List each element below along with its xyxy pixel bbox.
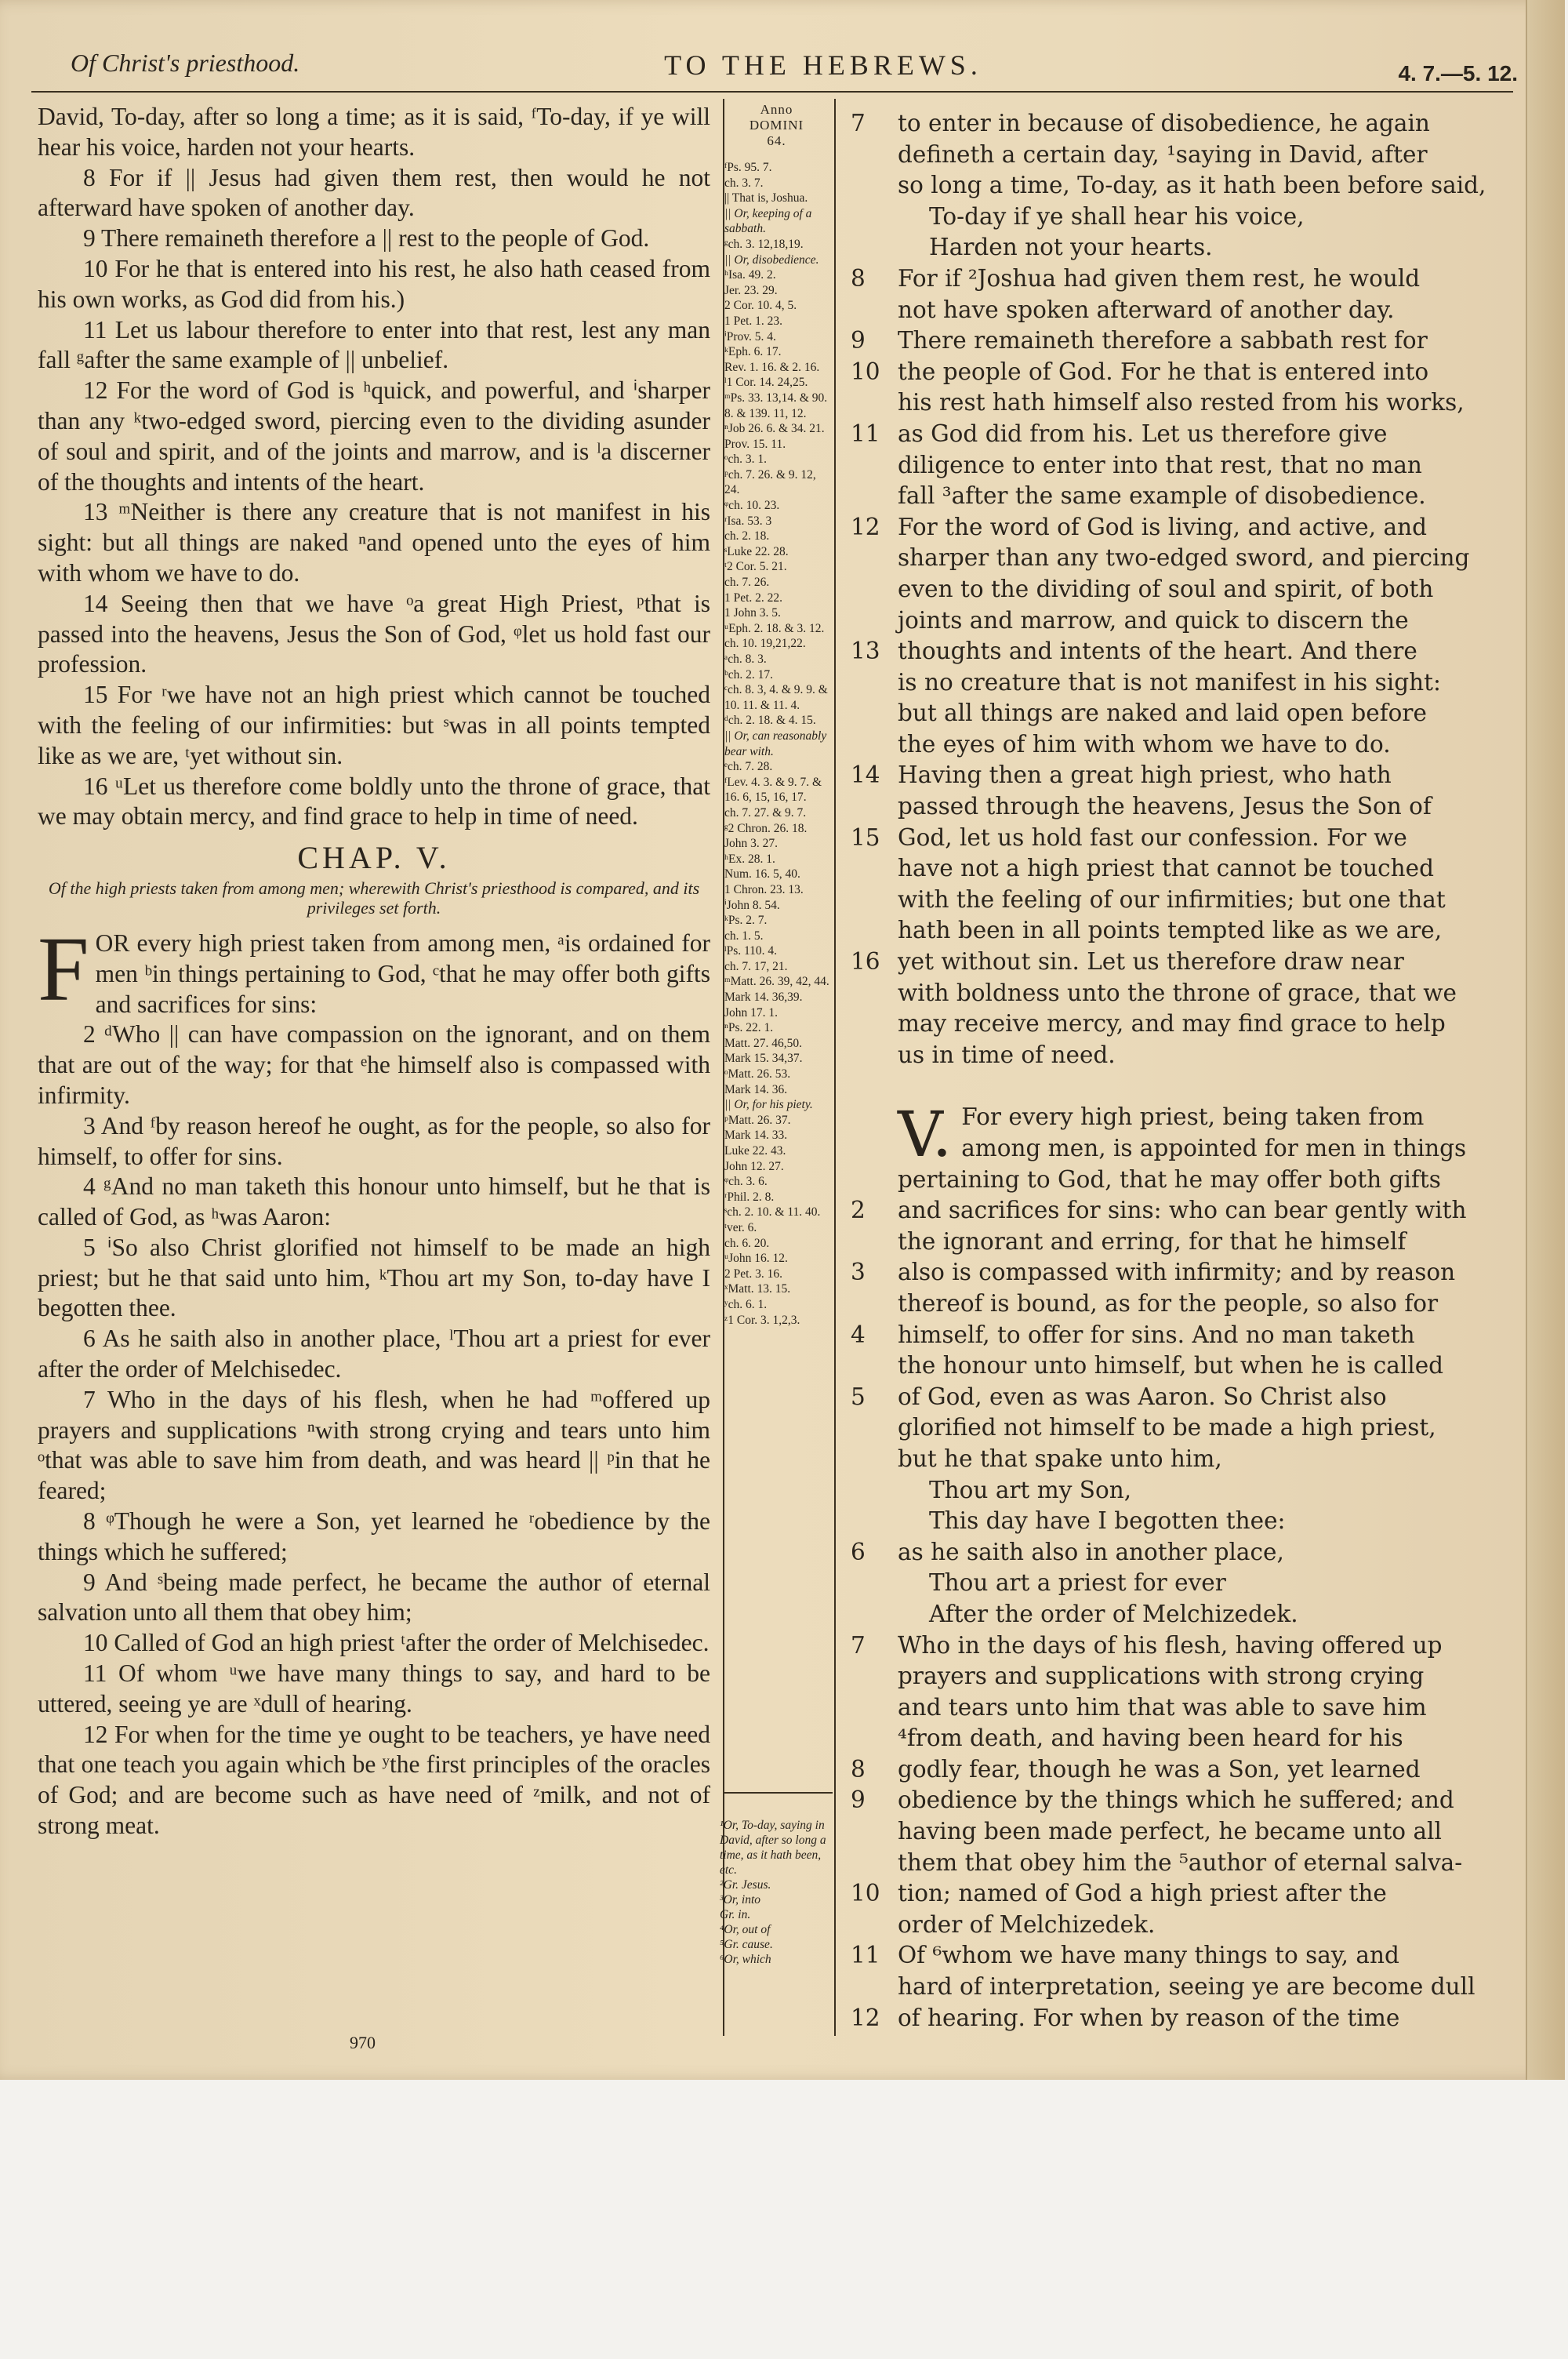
chapter-verse-paragraph: 4 ᵍAnd no man taketh this honour unto himself, but he that is called of God, as ʰwas Aaron: [38, 1172, 710, 1231]
marginal-note: ⁵Gr. cause. [720, 1938, 773, 1951]
line-text: have not a high priest that cannot be touched [898, 855, 1434, 882]
revised-line [851, 1444, 1509, 1475]
revised-line [851, 1412, 1509, 1444]
revised-line [851, 1568, 1509, 1599]
line-text: defineth a certain day, ¹saying in David, after [898, 140, 1428, 168]
line-text: sharper than any two-edged sword, and piercing [898, 544, 1470, 572]
cross-reference-column [720, 102, 833, 1328]
line-text: but he that spake unto him, [898, 1445, 1222, 1472]
revised-line [851, 885, 1509, 916]
marginal-note: ⁶Or, which [720, 1953, 771, 1966]
revised-line [851, 1599, 1509, 1630]
cross-reference: ch. 3. 7. [724, 176, 764, 190]
line-text: the honour unto himself, but when he is called [898, 1352, 1444, 1379]
verse-number: 7 [851, 110, 866, 136]
cross-reference: ⁱJohn 8. 54. [724, 898, 780, 912]
line-text: to enter in because of disobedience, he again [898, 110, 1430, 136]
cross-reference: Mark 14. 33. [724, 1129, 788, 1143]
book-title: TO THE HEBREWS. [664, 49, 982, 81]
line-text: passed through the heavens, Jesus the Son of [898, 793, 1432, 820]
revised-line [851, 667, 1509, 699]
cross-reference: ˣMatt. 13. 15. [724, 1282, 791, 1296]
cross-reference: || Or, can reasonably bear with. [724, 729, 827, 758]
verse-number: 10 [851, 1880, 880, 1907]
line-text: as God did from his. Let us therefore give [898, 420, 1388, 447]
line-text: After the order of Melchizedek. [929, 1600, 1298, 1627]
verse-paragraph: 12 For the word of God is ʰquick, and powerful, and ⁱsharper than any ᵏtwo-edged sword, piercing even to the dividing asunder of soul and spirit, and of the joints and marrow, and is ˡa discerner of the thoughts and intents of the heart. [38, 376, 710, 496]
revised-line [851, 1785, 1509, 1816]
revised-line [851, 202, 1509, 233]
verse-number: 11 [851, 1942, 880, 1969]
line-text: fall ³after the same example of disobedience. [898, 482, 1426, 510]
verse-number: 8 [851, 264, 866, 292]
revised-line [851, 947, 1509, 978]
cross-reference: ˢch. 2. 10. & 11. 40. [724, 1205, 821, 1219]
revised-line [851, 823, 1509, 854]
cross-reference: Mark 14. 36. [724, 1082, 788, 1096]
reference-separator [723, 1792, 833, 1794]
verse-number: 9 [851, 327, 866, 354]
line-text: with the feeling of our infirmities; but one that [898, 885, 1446, 913]
cross-reference: ᵒMatt. 26. 53. [724, 1067, 791, 1081]
cross-reference: ᵗ2 Cor. 5. 21. [724, 560, 787, 574]
chapter-marker: V. [898, 1098, 953, 1172]
line-text: hard of interpretation, seeing ye are become dull [898, 1973, 1475, 2001]
revised-line [851, 1009, 1509, 1040]
marginal-note: ⁴Or, out of [720, 1923, 771, 1936]
left-verse-list [38, 102, 710, 832]
revised-line [851, 1754, 1509, 1786]
revised-line [851, 1910, 1509, 1941]
cross-reference: Num. 16. 5, 40. [724, 867, 800, 881]
cross-reference: ᶻ1 Cor. 3. 1,2,3. [724, 1313, 800, 1327]
page-number: 970 [350, 2033, 376, 2052]
line-text: For if ²Joshua had given them rest, he would [898, 264, 1421, 292]
revised-line [851, 853, 1509, 885]
cross-reference: Jer. 23. 29. [724, 283, 778, 297]
chapter-verse-paragraph: 2 ᵈWho || can have compassion on the ignorant, and on them that are out of the way; for that ᵉhe himself also is compassed with infirmity. [38, 1020, 710, 1109]
line-text: but all things are naked and laid open before [898, 700, 1427, 727]
chapter-verse-paragraph: 5 ⁱSo also Christ glorified not himself to be made an high priest; but he that said unto him, ᵏThou art my Son, to-day have I begotten thee. [38, 1233, 710, 1322]
line-text: Thou art a priest for ever [929, 1569, 1226, 1597]
line-text: thereof is bound, as for the people, so also for [898, 1289, 1439, 1317]
cross-reference: ˢLuke 22. 28. [724, 544, 789, 558]
line-text: hath been in all points tempted like as we are, [898, 917, 1443, 944]
chapter-verse-list [38, 1020, 710, 1841]
domini-label: DOMINI [749, 118, 804, 133]
cross-reference: John 3. 27. [724, 837, 779, 851]
line-text: as he saith also in another place, [898, 1538, 1284, 1565]
cross-reference: Mark 14. 36,39. [724, 990, 803, 1005]
marginal-note: ¹Or, To-day, saying in David, after so long a time, as it hath been, etc. [720, 1819, 826, 1877]
cross-reference: ᵃch. 8. 3. [724, 652, 767, 666]
line-text: also is compassed with infirmity; and by reason [898, 1259, 1456, 1286]
revised-line [851, 1350, 1509, 1382]
line-text: Harden not your hearts. [929, 234, 1213, 261]
verse-number: 12 [851, 513, 880, 540]
line-text: may receive mercy, and may find grace to help [898, 1010, 1446, 1038]
cross-reference: 1 Pet. 2. 22. [724, 591, 783, 605]
chapter-verse-paragraph: 12 For when for the time ye ought to be teachers, ye have need that one teach you again which be ʸthe first principles of the oracles of God; and are become such as have need of ᶻmilk, and not of strong meat. [38, 1720, 710, 1840]
line-text: joints and marrow, and quick to discern the [898, 606, 1409, 634]
verse-number: 7 [851, 1631, 866, 1659]
cross-reference: ᵠch. 3. 6. [724, 1175, 768, 1189]
revised-chapter-five [851, 1098, 1509, 2034]
drop-cap: F [38, 917, 89, 1020]
verse-number: 13 [851, 638, 880, 665]
cross-reference: Prov. 15. 11. [724, 437, 786, 451]
revised-line [851, 729, 1509, 761]
chapter-opening [38, 917, 710, 1020]
line-text: is no creature that is not manifest in his sight: [898, 668, 1441, 696]
revised-verse-lines [851, 108, 1509, 1070]
line-text: For every high priest, being taken from [961, 1103, 1425, 1131]
revised-line [851, 605, 1509, 637]
anno-domini-label [720, 102, 833, 149]
revised-line [851, 387, 1509, 419]
line-text: diligence to enter into that rest, that no man [898, 451, 1422, 478]
cross-reference: ᵘEph. 2. 18. & 3. 12. [724, 621, 825, 635]
cross-reference: ᵘJohn 16. 12. [724, 1252, 788, 1266]
cross-reference: ch. 10. 19,21,22. [724, 637, 806, 651]
revised-line [851, 264, 1509, 295]
revised-line [851, 1289, 1509, 1320]
line-text: Who in the days of his flesh, having offered up [898, 1631, 1443, 1659]
cross-reference: ⁿPs. 22. 1. [724, 1021, 774, 1035]
adjacent-page-edge [1526, 0, 1565, 2080]
line-text: even to the dividing of soul and spirit, of both [898, 575, 1434, 602]
revised-line [851, 1475, 1509, 1507]
verse-paragraph: 11 Let us labour therefore to enter into that rest, lest any man fall ᵍafter the same example of || unbelief. [38, 315, 710, 374]
line-text: the ignorant and erring, for that he himself [898, 1227, 1406, 1255]
cross-reference: ˡ1 Cor. 14. 24,25. [724, 376, 808, 390]
cross-reference: ᵐMatt. 26. 39, 42, 44. [724, 975, 829, 989]
anno-year: 64. [767, 133, 786, 148]
line-text: This day have I begotten thee: [929, 1507, 1286, 1535]
chapter-first-verse: OR every high priest taken from among men, ᵃis ordained for men ᵇin things pertaining to God, ᶜthat he may offer both gifts and sacrifices for sins: [95, 929, 710, 1018]
chapter-verse-paragraph: 8 ᵠThough he were a Son, yet learned he ʳobedience by the things which he suffered; [38, 1507, 710, 1565]
verse-number: 8 [851, 1755, 866, 1783]
line-text: himself, to offer for sins. And no man taketh [898, 1321, 1415, 1348]
cross-reference: ᵉch. 7. 28. [724, 760, 773, 774]
revised-line [851, 1227, 1509, 1258]
chapter-verse-paragraph: 3 And ᶠby reason hereof he ought, as for the people, so also for himself, to offer for sins. [38, 1111, 710, 1170]
line-text: not have spoken afterward of another day. [898, 296, 1395, 323]
line-text: of hearing. For when by reason of the time [898, 2004, 1400, 2031]
revised-line [851, 2003, 1509, 2034]
verse-number: 6 [851, 1538, 866, 1565]
line-text: ⁴from death, and having been heard for his [898, 1725, 1403, 1752]
verse-paragraph: 9 There remaineth therefore a || rest to the people of God. [83, 224, 650, 253]
cross-reference: John 17. 1. [724, 1005, 779, 1020]
revised-line [851, 1257, 1509, 1289]
cross-reference: ᶜch. 8. 3, 4. & 9. 9. & 10. 11. & 11. 4. [724, 683, 828, 712]
line-text: his rest hath himself also rested from his works, [898, 389, 1465, 416]
revised-line [851, 1537, 1509, 1568]
cross-reference: Rev. 1. 16. & 2. 16. [724, 360, 820, 374]
verse-paragraph: 10 For he that is entered into his rest, he also hath ceased from his own works, as God did from his.) [38, 254, 710, 313]
verse-number: 9 [851, 1787, 866, 1814]
revised-line [851, 419, 1509, 450]
chapter-verse-paragraph: 9 And ˢbeing made perfect, he became the author of eternal salvation unto all them that obey him; [38, 1568, 710, 1627]
revised-line [851, 1102, 1509, 1133]
cross-reference: 1 John 3. 5. [724, 606, 781, 620]
revised-line [851, 1506, 1509, 1537]
marginal-note: ²Gr. Jesus. [720, 1878, 771, 1892]
revised-line [851, 1320, 1509, 1351]
revised-line [851, 1165, 1509, 1196]
line-text: so long a time, To-day, as it hath been before said, [898, 172, 1486, 199]
line-text: them that obey him the ⁵author of eternal salva- [898, 1848, 1463, 1876]
line-text: with boldness unto the throne of grace, that we [898, 979, 1457, 1006]
cross-reference: 1 Pet. 1. 23. [724, 314, 783, 328]
marginal-note: ³Or, into [720, 1893, 761, 1906]
revised-line [851, 1848, 1509, 1879]
revised-line [851, 791, 1509, 823]
reference-list [720, 160, 833, 1328]
verse-paragraph: 8 For if || Jesus had given them rest, then would he not afterward have spoken of another day. [38, 163, 710, 222]
line-text: prayers and supplications with strong crying [898, 1663, 1425, 1690]
revised-line [851, 1382, 1509, 1413]
cross-reference: ᵒch. 3. 1. [724, 453, 767, 467]
verse-paragraph: 14 Seeing then that we have ᵒa great High Priest, ᵖthat is passed into the heavens, Jesus the Son of God, ᵠlet us hold fast our profession. [38, 589, 710, 678]
chapter-summary: Of the high priests taken from among men; wherewith Christ's priesthood is compared, and its privileges set forth. [48, 878, 700, 918]
revised-line [851, 108, 1509, 140]
cross-reference: || That is, Joshua. [724, 191, 808, 205]
cross-reference: Mark 15. 34,37. [724, 1052, 803, 1066]
revised-chapter-lines [851, 1098, 1509, 2034]
cross-reference: ᵍch. 3. 12,18,19. [724, 237, 804, 251]
line-text: glorified not himself to be made a high priest, [898, 1414, 1436, 1441]
revised-line [851, 1661, 1509, 1692]
chapter-verse-paragraph: 11 Of whom ᵘwe have many things to say, and hard to be uttered, seeing ye are ˣdull of hearing. [38, 1659, 710, 1717]
verse-paragraph: 15 For ʳwe have not an high priest which cannot be touched with the feeling of our infirmities: but ˢwas in all points tempted like as we are, ᵗyet without sin. [38, 681, 710, 769]
verse-paragraph: David, To-day, after so long a time; as it is said, ᶠTo-day, if ye will hear his voice, harden not your hearts. [38, 103, 710, 161]
cross-reference: || Or, for his piety. [724, 1098, 813, 1112]
revised-line [851, 481, 1509, 512]
cross-reference: ch. 6. 20. [724, 1236, 770, 1250]
revised-line [851, 636, 1509, 667]
cross-reference: ch. 1. 5. [724, 929, 764, 943]
revised-line [851, 140, 1509, 171]
cross-reference: || Or, disobedience. [724, 253, 819, 267]
line-text: obedience by the things which he suffered; and [898, 1787, 1454, 1814]
cross-reference: ᵏPs. 2. 7. [724, 914, 768, 928]
verse-number: 16 [851, 948, 880, 976]
revised-line [851, 760, 1509, 791]
verse-number: 11 [851, 420, 880, 447]
anno-label: Anno [760, 102, 793, 117]
chapter-heading: CHAP. V. [297, 840, 451, 876]
cross-reference: ʰEx. 28. 1. [724, 852, 775, 866]
running-head-left: Of Christ's priesthood. [71, 49, 300, 77]
chapter-verse-paragraph: 10 Called of God an high priest ᵗafter the order of Melchisedec. [83, 1629, 710, 1657]
cross-reference: ᵗver. 6. [724, 1220, 757, 1234]
cross-reference: ch. 7. 26. [724, 576, 770, 590]
line-text: Thou art my Son, [929, 1476, 1132, 1503]
revised-line [851, 1040, 1509, 1071]
revised-line [851, 543, 1509, 574]
chapter-verse-paragraph: 6 As he saith also in another place, ˡThou art a priest for ever after the order of Melchisedec. [38, 1325, 710, 1383]
line-text: having been made perfect, he became unto all [898, 1818, 1442, 1845]
cross-reference: ʳIsa. 53. 3 [724, 514, 772, 528]
line-text: the people of God. For he that is entered into [898, 358, 1429, 385]
verse-number: 10 [851, 358, 880, 385]
chapter-reference: 4. 7.—5. 12. [1398, 61, 1518, 85]
revised-line [851, 574, 1509, 605]
revised-line [851, 698, 1509, 729]
line-text: thoughts and intents of the heart. And there [898, 638, 1417, 665]
authorized-version-column [38, 102, 710, 1841]
cross-reference: 2 Cor. 10. 4, 5. [724, 299, 797, 313]
cross-reference: John 12. 27. [724, 1159, 784, 1173]
line-text: God, let us hold fast our confession. For we [898, 823, 1407, 851]
cross-reference: ᵖch. 7. 26. & 9. 12, 24. [724, 467, 816, 497]
revised-line [851, 1630, 1509, 1662]
revised-line [851, 1195, 1509, 1227]
revised-line [851, 1816, 1509, 1848]
cross-reference: 1 Chron. 23. 13. [724, 882, 804, 896]
line-text: and tears unto him that was able to save him [898, 1693, 1427, 1721]
cross-reference: ⁱProv. 5. 4. [724, 329, 776, 343]
verse-number: 3 [851, 1259, 866, 1286]
line-text: the eyes of him with whom we have to do. [898, 730, 1391, 758]
revised-line [851, 170, 1509, 202]
cross-reference: ᶠLev. 4. 3. & 9. 7. & 16. 6, 15, 16, 17. [724, 775, 822, 805]
cross-reference: ʳPhil. 2. 8. [724, 1190, 775, 1204]
line-text: For the word of God is living, and active, and [898, 513, 1427, 540]
cross-reference: ch. 2. 18. [724, 529, 770, 543]
page-header [71, 49, 1518, 88]
cross-reference: ᵖMatt. 26. 37. [724, 1113, 791, 1127]
cross-reference: ⁿJob 26. 6. & 34. 21. [724, 422, 825, 436]
cross-reference: ᵈch. 2. 18. & 4. 15. [724, 714, 816, 728]
revised-line [851, 1723, 1509, 1754]
verse-number: 5 [851, 1383, 866, 1410]
line-text: pertaining to God, that he may offer both gifts [898, 1165, 1441, 1193]
cross-reference: ᵐPs. 33. 13,14. & 90. 8. & 139. 11, 12. [724, 391, 828, 420]
cross-reference: ʸch. 6. 1. [724, 1297, 768, 1311]
line-text: tion; named of God a high priest after the [898, 1880, 1387, 1907]
revised-line [851, 357, 1509, 388]
revised-line [851, 450, 1509, 482]
revised-line [851, 915, 1509, 947]
line-text: among men, is appointed for men in things [961, 1135, 1467, 1161]
line-text: of God, even as was Aaron. So Christ also [898, 1383, 1387, 1410]
cross-reference: ʰIsa. 49. 2. [724, 268, 776, 282]
cross-reference: ch. 7. 27. & 9. 7. [724, 805, 807, 820]
verse-number: 14 [851, 761, 880, 789]
line-text: yet without sin. Let us therefore draw near [898, 948, 1404, 976]
line-text: and sacrifices for sins: who can bear gently with [898, 1197, 1467, 1224]
cross-reference: Matt. 27. 46,50. [724, 1036, 803, 1050]
revised-line [851, 325, 1509, 357]
revised-line [851, 295, 1509, 326]
verse-number: 4 [851, 1321, 866, 1348]
cross-reference: Luke 22. 43. [724, 1144, 786, 1158]
line-text: Of ⁶whom we have many things to say, and [898, 1942, 1399, 1969]
line-text: To-day if ye shall hear his voice, [929, 202, 1305, 230]
verse-paragraph: 13 ᵐNeither is there any creature that is not manifest in his sight: but all things are naked ⁿand opened unto the eyes of him with whom we have to do. [38, 498, 710, 587]
revised-line [851, 1940, 1509, 1972]
marginal-note: Gr. in. [720, 1908, 751, 1921]
revised-line [851, 1692, 1509, 1724]
revised-version-column [851, 108, 1509, 2034]
cross-reference: ch. 7. 17, 21. [724, 959, 788, 973]
revised-notes [720, 1818, 833, 1967]
header-rule [31, 91, 1513, 93]
verse-number: 15 [851, 823, 880, 851]
cross-reference: 2 Pet. 3. 16. [724, 1267, 783, 1281]
verse-number: 2 [851, 1197, 866, 1224]
cross-reference: ᵏEph. 6. 17. [724, 345, 782, 359]
revised-line [851, 978, 1509, 1009]
line-text: Having then a great high priest, who hath [898, 761, 1392, 789]
cross-reference: ᵍ2 Chron. 26. 18. [724, 821, 808, 835]
cross-reference: ᵇch. 2. 17. [724, 667, 774, 682]
verse-paragraph: 16 ᵘLet us therefore come boldly unto the throne of grace, that we may obtain mercy, and find grace to help in time of need. [38, 772, 710, 831]
line-text: godly fear, though he was a Son, yet learned [898, 1755, 1421, 1783]
cross-reference: ˡPs. 110. 4. [724, 944, 778, 958]
cross-reference: || Or, keeping of a sabbath. [724, 206, 812, 236]
line-text: There remaineth therefore a sabbath rest for [898, 327, 1428, 354]
cross-reference: ᶠPs. 95. 7. [724, 161, 772, 174]
chapter-verse-paragraph: 7 Who in the days of his flesh, when he had ᵐoffered up prayers and supplications ⁿwith strong crying and tears unto him ᵒthat was able to save him from death, and was heard || ᵖin that he feared; [38, 1385, 710, 1505]
revised-line [851, 232, 1509, 264]
revised-line [851, 1878, 1509, 1910]
verse-number: 12 [851, 2004, 880, 2031]
cross-reference: ᵠch. 10. 23. [724, 499, 780, 513]
line-text: order of Melchizedek. [898, 1910, 1156, 1938]
revised-line [851, 1972, 1509, 2003]
line-text: us in time of need. [898, 1041, 1116, 1068]
revised-line [851, 512, 1509, 543]
revised-line [851, 1133, 1509, 1165]
